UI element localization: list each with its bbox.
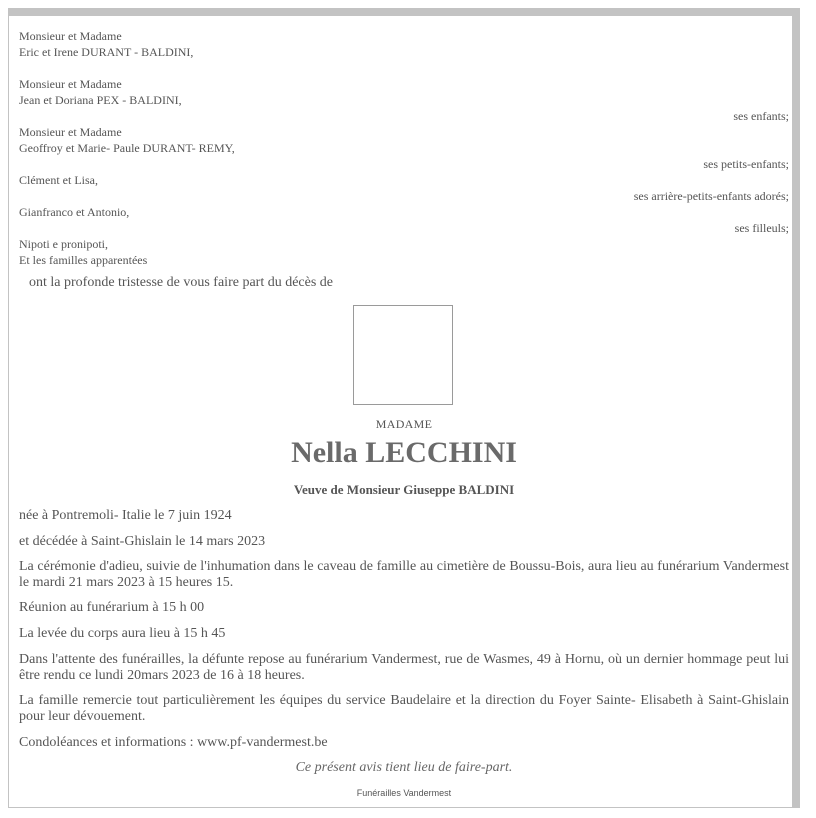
deceased-name: Nella LECCHINI bbox=[291, 436, 517, 469]
condolences-text: Condoléances et informations : www.pf-vandermest.be bbox=[19, 735, 328, 750]
label-grandchildren: ses petits-enfants; bbox=[703, 157, 789, 171]
family-line: Monsieur et Madame bbox=[19, 125, 122, 139]
meeting-text: Réunion au funérarium à 15 h 00 bbox=[19, 600, 205, 615]
deceased-photo bbox=[353, 305, 453, 405]
intro-text: ont la profonde tristesse de vous faire part du décès de bbox=[29, 275, 334, 290]
family-line: Eric et Irene DURANT - BALDINI, bbox=[19, 45, 194, 59]
family-group-1 bbox=[19, 28, 193, 60]
label-children: ses enfants; bbox=[733, 109, 789, 123]
family-line: Monsieur et Madame bbox=[19, 77, 122, 91]
deceased-subtitle: Veuve de Monsieur Giuseppe BALDINI bbox=[293, 482, 515, 497]
viewing-text: Dans l'attente des funérailles, la défunte repose au funérarium Vandermest, rue de Wasmes, 49 à Hornu, où un dernier hommage peut lui être rendu ce lundi 20mars 2023 de 16 à 18 heures. bbox=[19, 652, 789, 683]
family-line: Geoffroy et Marie- Paule DURANT- REMY, bbox=[19, 141, 235, 155]
great-grandchildren-names: Clément et Lisa, bbox=[19, 173, 98, 187]
family-line: Monsieur et Madame bbox=[19, 29, 122, 43]
funeral-home-footer: Funérailles Vandermest bbox=[356, 788, 452, 798]
thanks-text: La famille remercie tout particulièrement les équipes du service Baudelaire et la direction du Foyer Sainte- Elisabeth à Saint-Ghislain pour leur dévouement. bbox=[19, 693, 789, 724]
birth-text: née à Pontremoli- Italie le 7 juin 1924 bbox=[19, 508, 232, 523]
family-line: Nipoti e pronipoti, bbox=[19, 237, 108, 251]
ceremony-text: La cérémonie d'adieu, suivie de l'inhumation dans le caveau de famille au cimetière de Boussu-Bois, aura lieu au funérarium Vandermest le mardi 21 mars 2023 à 15 heures 15. bbox=[19, 559, 789, 590]
godchildren-names: Gianfranco et Antonio, bbox=[19, 205, 130, 219]
death-text: et décédée à Saint-Ghislain le 14 mars 2023 bbox=[19, 534, 266, 549]
faire-part-notice: Ce présent avis tient lieu de faire-part. bbox=[295, 760, 513, 775]
deceased-title: MADAME bbox=[375, 417, 433, 431]
lift-text: La levée du corps aura lieu à 15 h 45 bbox=[19, 626, 226, 641]
family-group-3 bbox=[19, 124, 235, 156]
family-others bbox=[19, 236, 147, 268]
label-great-grandchildren: ses arrière-petits-enfants adorés; bbox=[633, 189, 789, 203]
family-line: Jean et Doriana PEX - BALDINI, bbox=[19, 93, 182, 107]
family-line: Et les familles apparentées bbox=[19, 253, 148, 267]
family-group-2 bbox=[19, 76, 182, 108]
label-godchildren: ses filleuls; bbox=[734, 221, 789, 235]
